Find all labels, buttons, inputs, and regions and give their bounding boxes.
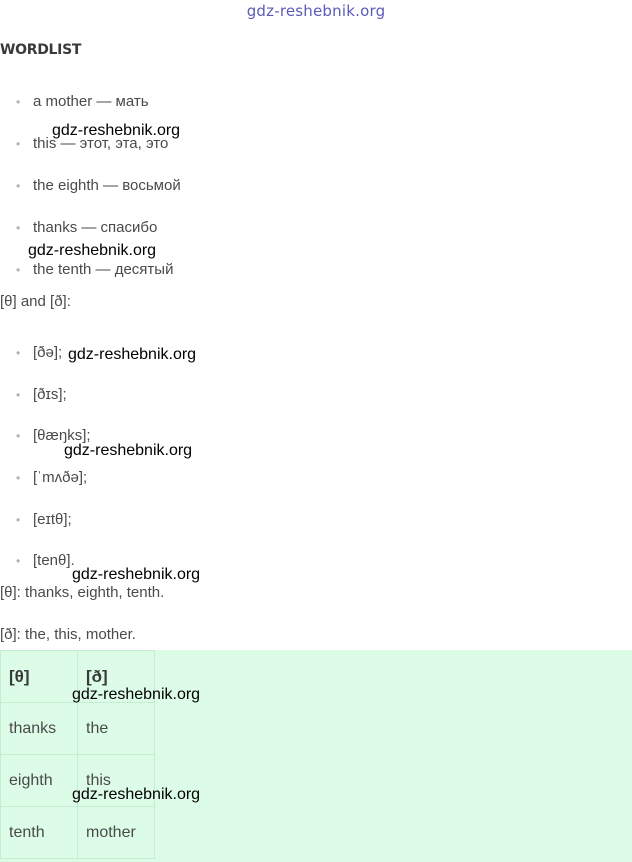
column-header: [θ]	[1, 651, 78, 703]
sounds-table	[0, 650, 155, 859]
table-row	[1, 703, 155, 755]
list-item-text: [θæŋks];	[33, 427, 91, 444]
sounds-intro: [θ] and [ð]:	[0, 293, 71, 310]
watermark: gdz-reshebnik.org	[72, 786, 201, 803]
page-title: WORDLIST	[0, 42, 82, 58]
eth-summary: [ð]: the, this, mother.	[0, 626, 136, 643]
list-item-text: the eighth — восьмой	[33, 177, 181, 194]
watermark: gdz-reshebnik.org	[64, 442, 193, 459]
list-item-text: a mother — мать	[33, 93, 149, 110]
bullet-icon: •	[16, 471, 21, 485]
list-item-text: the tenth — десятый	[33, 261, 174, 278]
list-item-text: [ðɪs];	[33, 386, 67, 403]
list-item-text: thanks — спасибо	[33, 219, 158, 236]
watermark: gdz-reshebnik.org	[72, 566, 201, 583]
column-header: [ð]	[78, 651, 155, 703]
bullet-icon: •	[16, 429, 21, 443]
sounds-table-panel	[0, 650, 632, 862]
bullet-icon: •	[16, 95, 21, 109]
table-cell: mother	[78, 807, 155, 859]
theta-summary: [θ]: thanks, eighth, tenth.	[0, 584, 165, 601]
watermark: gdz-reshebnik.org	[68, 346, 197, 363]
list-item-text: [ðə];	[33, 344, 63, 361]
table-cell: thanks	[1, 703, 78, 755]
watermark: gdz-reshebnik.org	[72, 686, 201, 703]
bullet-icon: •	[16, 221, 21, 235]
list-item-text: [tenθ].	[33, 552, 75, 569]
list-item-text: [eɪtθ];	[33, 511, 72, 528]
table-row	[1, 807, 155, 859]
watermark: gdz-reshebnik.org	[52, 122, 181, 139]
bullet-icon: •	[16, 554, 21, 568]
bullet-icon: •	[16, 137, 21, 151]
bullet-icon: •	[16, 263, 21, 277]
top-watermark: gdz-reshebnik.org	[246, 2, 386, 20]
table-cell: the	[78, 703, 155, 755]
table-cell: this	[78, 755, 155, 807]
list-item-text: [ˈmʌðə];	[33, 469, 88, 486]
list-item-text: this — этот, эта, это	[33, 135, 169, 152]
bullet-icon: •	[16, 179, 21, 193]
table-cell: tenth	[1, 807, 78, 859]
bullet-icon: •	[16, 513, 21, 527]
bullet-icon: •	[16, 346, 21, 360]
table-cell: eighth	[1, 755, 78, 807]
bullet-icon: •	[16, 388, 21, 402]
watermark: gdz-reshebnik.org	[28, 242, 157, 259]
